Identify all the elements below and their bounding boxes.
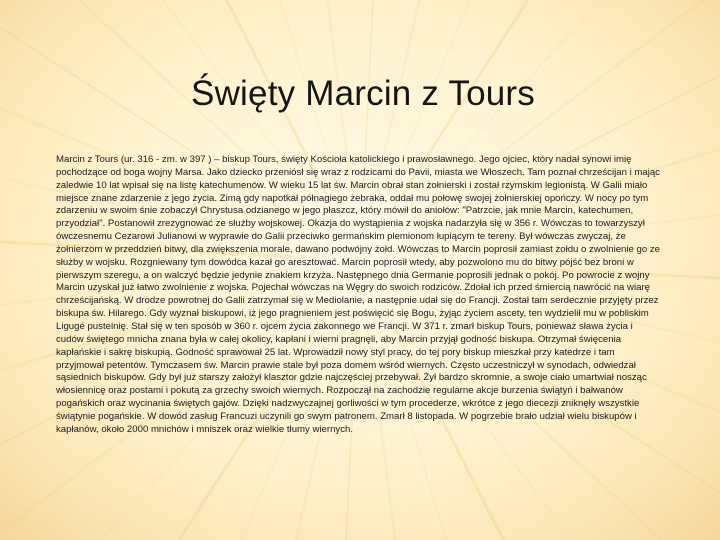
slide-body-text: Marcin z Tours (ur. 316 - zm. w 397 ) – biskup Tours, święty Kościoła katolickiego i prawosławnego. Jego ojciec, który nadał synowi imię pochodzące od boga wojny Marsa. Jako dziecko przeniósł się wraz z rodzicami do Pavii, miasta we Włoszech. Tam poznał chrześcijan i mając zaledwie 10 lat wpisał się na listę katechumenów. W wieku 15 lat św. Marcin obrał stan żołnierski i został rzymskim legionistą. W Galii miało miejsce znane zdarzenie z jego życia. Zimą gdy napotkał półnagiego żebraka, oddał mu połowę swojej żołnierskiej opończy. W nocy po tym zdarzeniu w swoim śnie zobaczył Chrystusa odzianego w jego płaszcz, który mówił do aniołów: "Patrzcie, jak mnie Marcin, katechumen, przyodział". Postanowił zrezygnować ze służby wojskowej. Okazja do wystąpienia z wojska nadarzyła się w 356 r. Wówczas to towarzyszył ówczesnemu Cezarowi Julianowi w wyprawie do Galii przeciwko germańskim plemionom łupiącym te tereny. Był wówczas zwyczaj, że żołnierzom w przeddzień bitwy, dla zwiększenia morale, dawano podwójny żołd. Wówczas to Marcin poprosił zamiast żołdu o zwolnienie go ze służby w wojsku. Rozgniewany tym dowódca kazał go aresztować. Marcin poprosił wtedy, aby pozwolono mu do bitwy pójść bez broni w pierwszym szeregu, a on walczyć będzie jedynie znakiem krzyża. Następnego dnia Germanie poprosili jednak o pokój. Po powrocie z wojny Marcin uzyskał już łatwo zwolnienie z wojska. Pojechał wówczas na Węgry do swoich rodziców. Zdołał ich przed śmiercią nawrócić na wiarę chrześcijańską. W drodze powrotnej do Galii zatrzymał się w Mediolanie, a następnie udał się do Francji. Został tam serdecznie przyjęty przez biskupa św. Hilarego. Gdy wyznał biskupowi, iż jego pragnieniem jest poświęcić się Bogu, żyjąc życiem ascety, ten wydzielił mu w pobliskim Ligugé pustelnię. Stał się w ten sposób w 360 r. ojcem życia zakonnego we Francji. W 371 r. zmarł biskup Tours, ponieważ sława życia i cudów świętego mnicha znana była w całej okolicy, kapłani i wierni pragnęli, aby Marcin przyjął godność biskupa. Otrzymał święcenia kapłańskie i sakrę biskupią. Godność sprawował 25 lat. Wprowadził nowy styl pracy, do tej pory biskup mieszkał przy katedrze i tam przyjmował petentów. Tymczasem św. Marcin prawie stale był poza domem wśród wiernych. Często uczestniczył w synodach, odwiedzał sąsiednich biskupów. Gdy był już starszy założył klasztor gdzie najczęściej przebywał. Żył bardzo skromnie, a swoje ciało umartwiał nosząc włosiennicę oraz postami i pokutą za grzechy swoich wiernych. Rozpoczął na zachodzie regularne akcje burzenia świątyń i bałwanów pogańskich oraz wycinania świętych gajów. Dzięki nadzwyczajnej gorliwości w tym procederze, wkrótce z jego diecezji zniknęły wszystkie świątynie pogańskie. W dowód zasług Francuzi uczynili go swym patronem. Zmarł 8 listopada. W pogrzebie brało udział wielu biskupów i kapłanów, około 2000 mnichów i mniszek oraz wielkie tłumy wiernych.: [56, 154, 660, 435]
slide-title: Święty Marcin z Tours: [191, 74, 535, 113]
